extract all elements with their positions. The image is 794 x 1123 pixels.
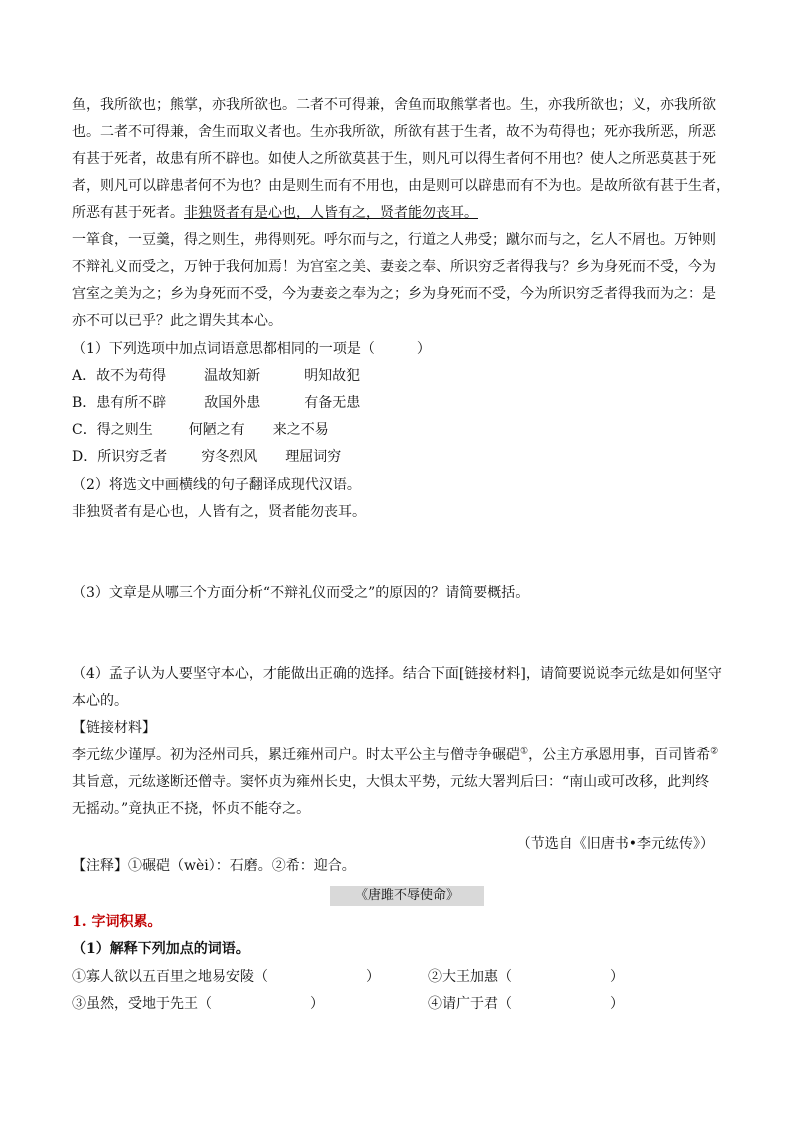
section-caption: 《唐雎不辱使命》 [330, 886, 484, 906]
question-2-sentence: 非独贤者有是心也，人皆有之，贤者能勿丧耳。 [72, 504, 366, 520]
option-word: 穷冬烈风 [201, 449, 258, 465]
section-title: 1. 字词积累。 [72, 914, 162, 930]
link-material-heading: 【链接材料】 [72, 720, 156, 736]
option-word: 敌国外患 [204, 395, 261, 411]
note-marker: ① [520, 746, 529, 757]
passage-line: 一箪食，一豆羹，得之则生，弗得则死。呼尔而与之，行道之人弗受；蹴尔而与之，乞人不屑也。万钟则 [72, 232, 716, 248]
option-word: 得之则生 [96, 422, 153, 438]
option-b[interactable] [72, 393, 360, 413]
option-letter: B． [72, 395, 97, 411]
passage-line: 亦不可以已乎？此之谓失其本心。 [72, 313, 282, 329]
passage-line: 宫室之美为之；乡为身死而不受，今为妻妾之奉为之；乡为身死而不受，今为所识穷乏者得我而为之：是 [72, 286, 716, 302]
option-word: 温故知新 [204, 368, 261, 384]
vocab-item: ③虽然，受地于先王（ ） [72, 996, 324, 1012]
link-material-line: 其旨意，元纮遂断还僧寺。窦怀贞为雍州长史，大惧太平势，元纮大署判后曰：“南山或可改移，此判终 [72, 774, 710, 790]
vocab-item: ②大王加惠（ ） [428, 969, 624, 985]
question-4: （4）孟子认为人要坚守本心，才能做出正确的选择。结合下面[链接材料]，请简要说说李元纮是如何坚守 [72, 666, 722, 682]
option-word: 何陋之有 [188, 422, 245, 438]
passage-line: 者，则凡可以辟患者何不为也？由是则生而有不用也，由是则可以辟患而有不为也。是故所欲有甚于生者， [72, 178, 730, 194]
option-word: 理屈词穷 [285, 449, 342, 465]
source-citation: （节选自《旧唐书•李元纮传》） [516, 836, 714, 852]
section-subtitle: （1）解释下列加点的词语。 [72, 941, 250, 957]
underlined-sentence: 非独贤者有是心也，人皆有之，贤者能勿丧耳。 [184, 205, 478, 221]
option-c[interactable] [72, 420, 329, 440]
note-marker: ② [710, 746, 719, 757]
link-material-line [72, 745, 734, 765]
question-2: （2）将选文中画横线的句子翻译成现代汉语。 [72, 477, 361, 493]
option-word: 明知故犯 [304, 368, 361, 384]
vocab-item: ④请广于君（ ） [428, 996, 624, 1012]
question-1: （1）下列选项中加点词语意思都相同的一项是（ ） [72, 341, 431, 357]
passage-line: 鱼，我所欲也；熊掌，亦我所欲也。二者不可得兼，舍鱼而取熊掌者也。生，亦我所欲也；义，亦我所欲 [72, 97, 716, 113]
option-word: 来之不易 [272, 422, 329, 438]
passage-text: 所恶有甚于死者。 [72, 205, 184, 221]
link-text: ，公主方承恩用事，百司皆希 [528, 747, 711, 763]
option-letter: C． [72, 422, 97, 438]
link-material-line: 无摇动。”竟执正不挠，怀贞不能夺之。 [72, 801, 311, 817]
question-3: （3）文章是从哪三个方面分析“不辩礼仪而受之”的原因的？请简要概括。 [72, 585, 530, 601]
option-letter: A． [72, 368, 97, 384]
option-word: 故不为苟得 [96, 368, 167, 384]
link-text: 李元纮少谨厚。初为泾州司兵，累迁雍州司户。时太平公主与僧寺争碾硙 [72, 747, 520, 763]
passage-line: 不辩礼义而受之，万钟于我何加焉！为宫室之美、妻妾之奉、所识穷乏者得我与？乡为身死而不受，今为 [72, 259, 716, 275]
option-word: 所识穷乏者 [97, 449, 168, 465]
passage-line [72, 203, 734, 223]
notes: 【注释】①碾硙（wèi）：石磨。②希：迎合。 [72, 858, 356, 874]
option-word: 有备无患 [304, 395, 361, 411]
vocab-item: ①寡人欲以五百里之地易安陵（ ） [72, 969, 380, 985]
question-4: 本心的。 [72, 693, 128, 709]
option-word: 患有所不辟 [96, 395, 167, 411]
passage-line: 有甚于死者，故患有所不辟也。如使人之所欲莫甚于生，则凡可以得生者何不用也？使人之所恶莫甚于死 [72, 151, 716, 167]
passage-line: 也。二者不可得兼，舍生而取义者也。生亦我所欲，所欲有甚于生者，故不为苟得也；死亦我所恶，所恶 [72, 124, 716, 140]
option-a[interactable] [72, 366, 360, 386]
option-letter: D． [72, 449, 98, 465]
option-d[interactable] [72, 447, 341, 467]
